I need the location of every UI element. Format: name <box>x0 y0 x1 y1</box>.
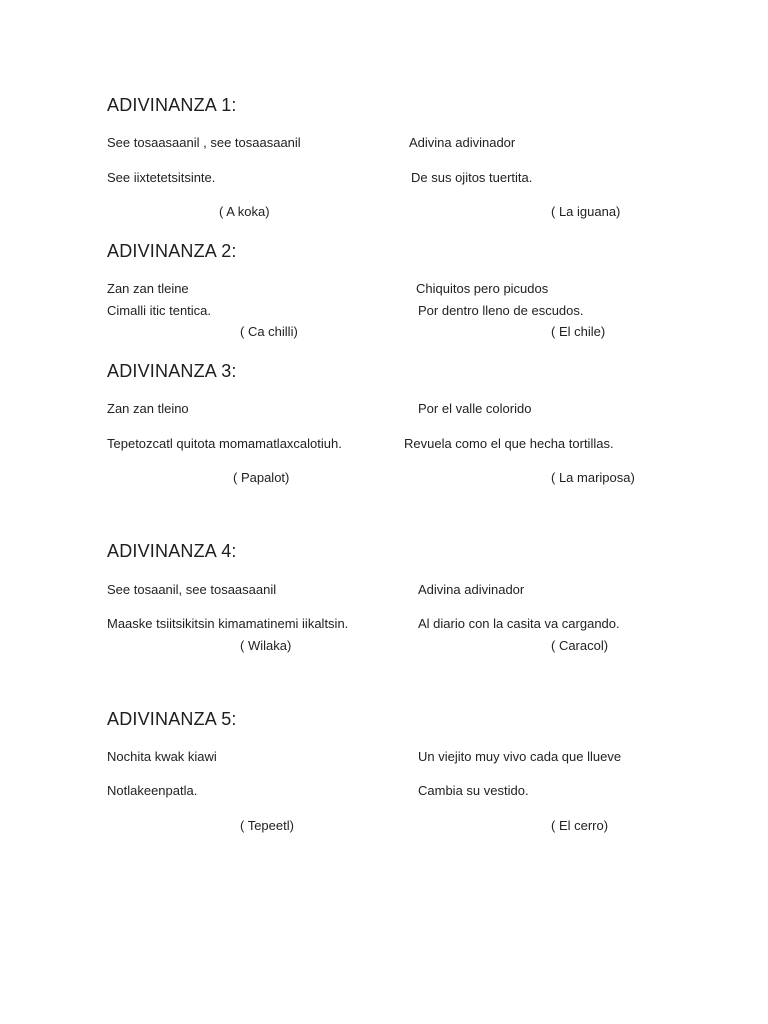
riddle-1-spanish-line-2: De sus ojitos tuertita. <box>411 170 533 185</box>
riddle-5-nahuatl-line-1: Nochita kwak kiawi <box>107 749 217 764</box>
riddle-3-nahuatl-line-2: Tepetozcatl quitota momamatlaxcalotiuh. <box>107 436 342 451</box>
riddle-1-nahuatl-line-1: See tosaasaanil , see tosaasaanil <box>107 135 301 150</box>
riddle-5-spanish-answer: ( El cerro) <box>551 818 609 833</box>
riddle-2-spanish-line-1: Chiquitos pero picudos <box>416 281 549 296</box>
riddle-5-spanish-line-1: Un viejito muy vivo cada que llueve <box>418 749 622 764</box>
riddle-2-nahuatl-answer: ( Ca chilli) <box>240 324 298 339</box>
riddle-4-heading: ADIVINANZA 4: <box>107 541 237 561</box>
riddle-1-spanish-answer: ( La iguana) <box>551 204 621 219</box>
riddle-3-nahuatl-answer: ( Papalot) <box>233 470 290 485</box>
riddle-2-nahuatl-line-1: Zan zan tleine <box>107 281 189 296</box>
riddle-5-nahuatl-answer: ( Tepeetl) <box>240 818 294 833</box>
riddle-4-spanish-line-2: Al diario con la casita va cargando. <box>418 616 620 631</box>
riddle-2-nahuatl-line-2: Cimalli itic tentica. <box>107 303 212 318</box>
riddle-2-spanish-line-2: Por dentro lleno de escudos. <box>418 303 584 318</box>
riddle-3-spanish-answer: ( La mariposa) <box>551 470 635 485</box>
riddle-4-spanish-answer: ( Caracol) <box>551 638 609 653</box>
riddle-4-nahuatl-line-1: See tosaanil, see tosaasaanil <box>107 582 277 597</box>
riddle-4-spanish-line-1: Adivina adivinador <box>418 582 525 597</box>
riddle-1-nahuatl-line-2: See iixtetetsitsinte. <box>107 170 216 185</box>
riddle-2-spanish-answer: ( El chile) <box>551 324 606 339</box>
riddle-1-spanish-line-1: Adivina adivinador <box>409 135 516 150</box>
riddle-3-nahuatl-line-1: Zan zan tleino <box>107 401 189 416</box>
riddle-5-nahuatl-line-2: Notlakeenpatla. <box>107 783 198 798</box>
riddle-3-spanish-line-1: Por el valle colorido <box>418 401 532 416</box>
riddle-3-heading: ADIVINANZA 3: <box>107 361 237 381</box>
riddle-4-nahuatl-answer: ( Wilaka) <box>240 638 292 653</box>
riddle-4-nahuatl-line-2: Maaske tsiitsikitsin kimamatinemi iikaltsin. <box>107 616 349 631</box>
riddle-2-heading: ADIVINANZA 2: <box>107 241 237 261</box>
riddle-1-nahuatl-answer: ( A koka) <box>219 204 270 219</box>
riddle-5-heading: ADIVINANZA 5: <box>107 709 237 729</box>
riddle-1-heading: ADIVINANZA 1: <box>107 95 237 115</box>
riddle-3-spanish-line-2: Revuela como el que hecha tortillas. <box>404 436 614 451</box>
riddle-5-spanish-line-2: Cambia su vestido. <box>418 783 529 798</box>
